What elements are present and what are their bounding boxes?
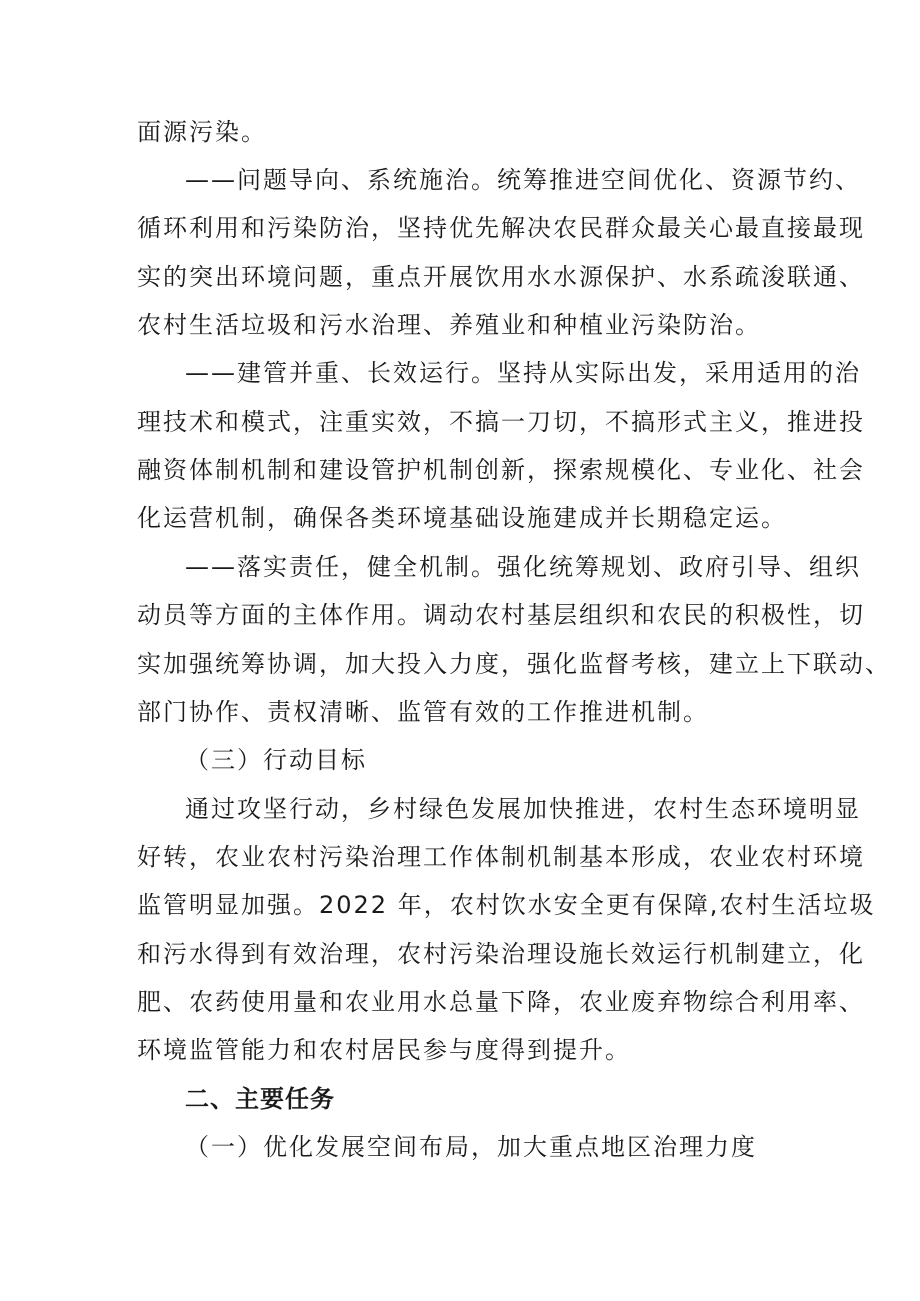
- text-line: 循环利用和污染防治，坚持优先解决农民群众最关心最直接最现: [137, 214, 865, 242]
- principle-heading-line: ——建管并重、长效运行。坚持从实际出发，采用适用的治: [185, 359, 861, 387]
- text-line: 环境监管能力和农村居民参与度得到提升。: [137, 1036, 631, 1064]
- section-heading: 二、主要任务: [185, 1085, 335, 1113]
- text-line: 通过攻坚行动，乡村绿色发展加快推进，农村生态环境明显: [185, 795, 861, 823]
- section-subheading: （一）优化发展空间布局，加大重点地区治理力度: [185, 1133, 757, 1161]
- text-line: 好转，农业农村污染治理工作体制机制基本形成，农业农村环境: [137, 843, 865, 871]
- text-line: 实加强统筹协调，加大投入力度，强化监督考核，建立上下联动、: [137, 650, 891, 678]
- principle-heading-line: ——问题导向、系统施治。统筹推进空间优化、资源节约、: [185, 166, 861, 194]
- text-line: 化运营机制，确保各类环境基础设施建成并长期稳定运。: [137, 504, 787, 532]
- principle-heading-line: ——落实责任，健全机制。强化统筹规划、政府引导、组织: [185, 553, 861, 581]
- text-line: 实的突出环境问题，重点开展饮用水水源保护、水系疏浚联通、: [137, 263, 865, 291]
- section-subheading: （三）行动目标: [185, 746, 367, 774]
- text-line: 融资体制机制和建设管护机制创新，探索规模化、专业化、社会: [137, 456, 865, 484]
- text-line: 和污水得到有效治理，农村污染治理设施长效运行机制建立，化: [137, 940, 865, 968]
- text-line: 监管明显加强。2022 年，农村饮水安全更有保障,农村生活垃圾: [137, 891, 876, 919]
- text-line: 动员等方面的主体作用。调动农村基层组织和农民的积极性，切: [137, 601, 865, 629]
- text-line: 理技术和模式，注重实效，不搞一刀切，不搞形式主义，推进投: [137, 408, 865, 436]
- text-line: 面源污染。: [137, 118, 267, 146]
- text-line: 农村生活垃圾和污水治理、养殖业和种植业污染防治。: [137, 311, 761, 339]
- text-line: 部门协作、责权清晰、监管有效的工作推进机制。: [137, 698, 709, 726]
- text-line: 肥、农药使用量和农业用水总量下降，农业废弃物综合利用率、: [137, 988, 865, 1016]
